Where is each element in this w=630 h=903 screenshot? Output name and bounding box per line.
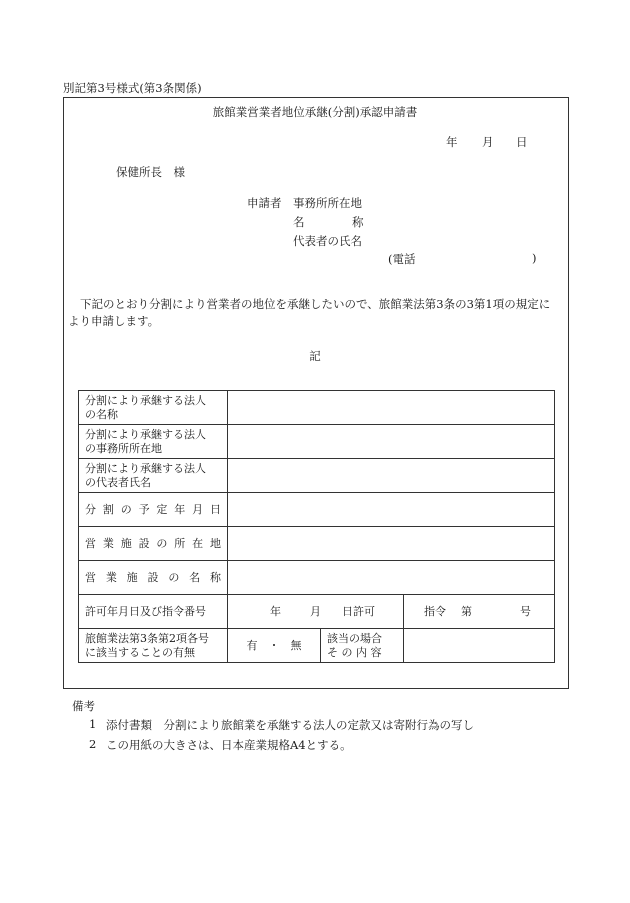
form-title: 旅館業営業者地位承継(分割)承認申請書 xyxy=(212,105,418,119)
row-label: 分割により承継する法人 の代表者氏名 xyxy=(79,459,228,493)
addressee: 保健所長 様 xyxy=(116,165,185,179)
table-row xyxy=(79,391,555,425)
note-number: 2 xyxy=(89,737,97,751)
table-row xyxy=(79,527,555,561)
phone-label: (電話 xyxy=(388,252,416,266)
row-label: 分割により承継する法人 の事務所所在地 xyxy=(79,425,228,459)
form-number-label: 別記第3号様式(第3条関係) xyxy=(63,81,202,95)
representative-label: 代表者の氏名 xyxy=(293,234,362,248)
table-row xyxy=(79,493,555,527)
details-table xyxy=(78,390,555,663)
yes-no-choice[interactable]: 有 ・ 無 xyxy=(228,629,321,663)
table-row xyxy=(79,425,555,459)
value-cell[interactable] xyxy=(228,561,555,595)
date-year: 年 xyxy=(446,135,458,149)
table-row xyxy=(79,595,555,629)
phone-close: ) xyxy=(532,251,537,265)
applicant-role: 申請者 xyxy=(247,196,282,210)
name-label-part2: 称 xyxy=(352,215,364,229)
office-location-label: 事務所所在地 xyxy=(293,196,362,210)
body-text-line2: より申請します。 xyxy=(68,314,160,328)
permit-date-cell[interactable] xyxy=(228,595,404,629)
applicability-label: 旅館業法第3条第2項各号 に該当することの有無 xyxy=(79,629,228,663)
ki-heading: 記 xyxy=(309,349,321,363)
content-cell[interactable] xyxy=(404,629,555,663)
row-label: 分割の予定年月日 xyxy=(79,493,228,527)
table-row xyxy=(79,459,555,493)
name-label-part1: 名 xyxy=(293,215,305,229)
content-label: 該当の場合 そ の 内 容 xyxy=(321,629,404,663)
order-label: 指令 xyxy=(424,605,446,618)
order-go: 号 xyxy=(520,605,531,618)
permit-label: 許可年月日及び指令番号 xyxy=(79,595,228,629)
note-number: 1 xyxy=(89,717,97,731)
value-cell[interactable] xyxy=(228,391,555,425)
order-dai: 第 xyxy=(461,605,472,618)
table-row xyxy=(79,561,555,595)
note-text: この用紙の大きさは、日本産業規格A4とする。 xyxy=(106,738,352,752)
permit-year: 年 xyxy=(270,605,281,618)
date-month: 月 xyxy=(482,135,494,149)
value-cell[interactable] xyxy=(228,493,555,527)
date-day: 日 xyxy=(516,135,528,149)
permit-day: 日許可 xyxy=(342,605,375,618)
value-cell[interactable] xyxy=(228,425,555,459)
row-label: 営業施設の名称 xyxy=(79,561,228,595)
permit-month: 月 xyxy=(310,605,321,618)
body-text-line1: 下記のとおり分割により営業者の地位を承継したいので、旅館業法第3条の3第1項の規定に xyxy=(80,297,551,311)
order-number-cell[interactable] xyxy=(404,595,555,629)
row-label: 営業施設の所在地 xyxy=(79,527,228,561)
value-cell[interactable] xyxy=(228,527,555,561)
note-text: 添付書類 分割により旅館業を承継する法人の定款又は寄附行為の写し xyxy=(106,718,474,732)
table-row xyxy=(79,629,555,663)
row-label: 分割により承継する法人 の名称 xyxy=(79,391,228,425)
value-cell[interactable] xyxy=(228,459,555,493)
notes-title: 備考 xyxy=(72,699,95,713)
